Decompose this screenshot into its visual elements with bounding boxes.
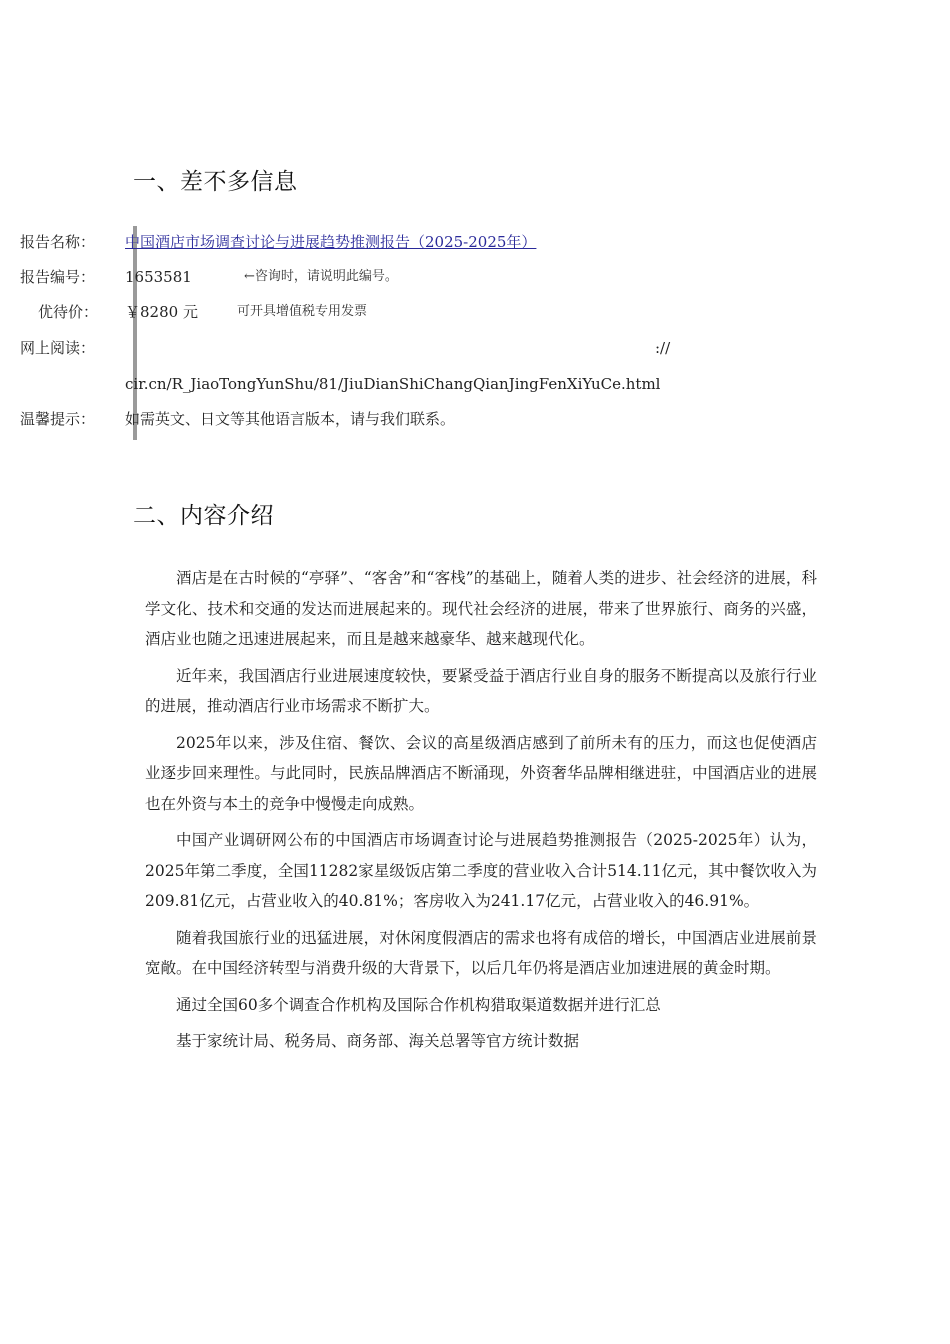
price-value: ￥8280 元 — [125, 303, 198, 321]
report-name-label: 报告名称： — [20, 233, 96, 251]
tip-value: 如需英文、日文等其他语言版本，请与我们联系。 — [125, 410, 456, 428]
online-scheme: :// — [655, 339, 671, 357]
report-code-label: 报告编号： — [20, 268, 96, 286]
info-box — [133, 226, 817, 440]
section-title-basic-info: 一、差不多信息 — [133, 169, 298, 195]
paragraph: 酒店是在古时候的“亭驿”、“客舍”和“客栈”的基础上，随着人类的进步、社会经济的进展，科学文化、技术和交通的发达而进展起来的。现代社会经济的进展，带来了世界旅行、商务的兴盛，酒店业也随之迅速进展起来，而且是越来越豪华、越来越现代化。 — [145, 569, 817, 648]
price-note: 可开具增值税专用发票 — [237, 304, 368, 319]
paragraph: 近年来，我国酒店行业进展速度较快，要紧受益于酒店行业自身的服务不断提高以及旅行行业的进展，推动酒店行业市场需求不断扩大。 — [145, 666, 817, 715]
section-title-content-intro: 二、内容介绍 — [133, 503, 274, 529]
paragraph: 基于家统计局、税务局、商务部、海关总署等官方统计数据 — [176, 1032, 580, 1050]
online-url[interactable]: cir.cn/R_JiaoTongYunShu/81/JiuDianShiChangQianJingFenXiYuCe.html — [125, 375, 661, 393]
paragraph: 随着我国旅行业的迅猛进展，对休闲度假酒店的需求也将有成倍的增长，中国酒店业进展前景宽敞。在中国经济转型与消费升级的大背景下，以后几年仍将是酒店业加速进展的黄金时期。 — [145, 928, 817, 977]
paragraph: 2025年以来，涉及住宿、餐饮、会议的高星级酒店感到了前所未有的压力，而这也促使酒店业逐步回来理性。与此同时，民族品牌酒店不断涌现，外资奢华品牌相继进驻，中国酒店业的进展也在外资与本土的竞争中慢慢走向成熟。 — [145, 733, 817, 813]
paragraph: 中国产业调研网公布的中国酒店市场调查讨论与进展趋势推测报告（2025-2025年）认为，2025年第二季度，全国11282家星级饭店第二季度的营业收入合计514.11亿元，其中餐饮收入为209.81亿元，占营业收入的40.81%；客房收入为241.17亿元，占营业收入的46.91%。 — [145, 831, 817, 910]
online-label: 网上阅读： — [20, 339, 96, 357]
paragraph: 通过全国60多个调查合作机构及国际合作机构猎取渠道数据并进行汇总 — [176, 995, 661, 1014]
report-code-value: 1653581 — [125, 268, 192, 286]
content-body — [145, 563, 817, 1063]
report-name-link[interactable]: 中国酒店市场调查讨论与进展趋势推测报告（2025-2025年） — [125, 233, 537, 251]
tip-label: 温馨提示： — [20, 410, 96, 428]
report-code-note: ←咨询时，请说明此编号。 — [244, 269, 398, 284]
price-label: 优待价： — [38, 303, 99, 321]
